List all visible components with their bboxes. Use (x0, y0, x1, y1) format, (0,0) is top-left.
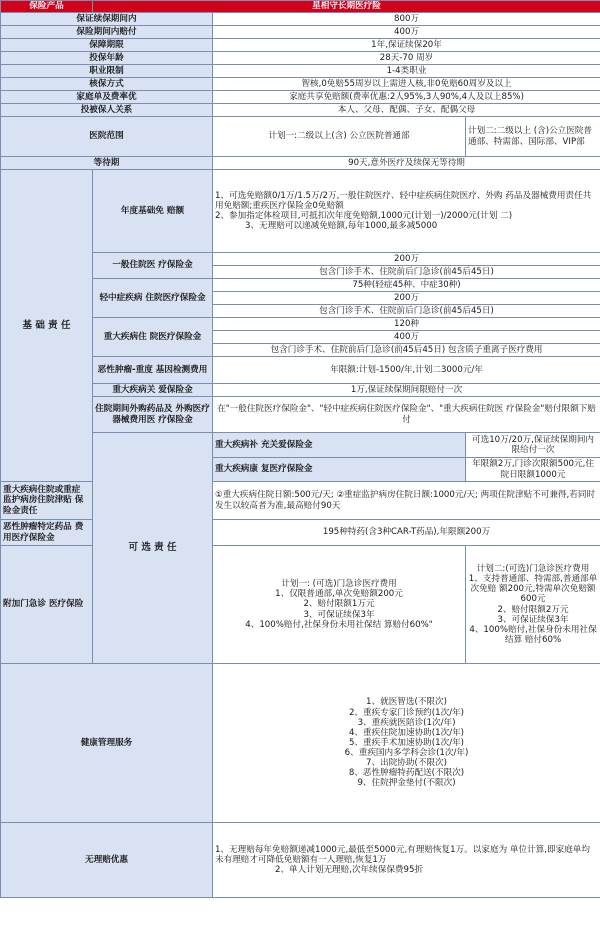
mild-kinds: 75种(轻症45种、中症30种) (213, 279, 600, 292)
critical-amount: 400万 (213, 331, 600, 344)
drugs-label: 恶性肿瘤特定药品 费用医疗保险金 (1, 520, 93, 546)
health-item: 3、重疾就医陪诊(1次/年) (357, 717, 456, 728)
ci-extra-label: 重大疾病补 充关爱保险金 (213, 433, 466, 458)
tumor-label: 恶性肿瘤-重度 基因检测费用 (93, 357, 213, 384)
deductible-label: 年度基础免 赔额 (93, 170, 213, 253)
health-item: 2、重疾专家门诊预约(1次/年) (348, 707, 465, 718)
critical-kinds: 120种 (213, 318, 600, 331)
mild-label: 轻中症疾病 住院医疗保险金 (93, 279, 213, 318)
age-label: 投保年龄 (1, 52, 213, 65)
general-desc: 包含门诊手术、住院前后门急诊(前45后45日) (213, 266, 600, 279)
care-label: 重大疾病关 爱保险金 (93, 384, 213, 397)
general-label: 一般住院医 疗保险金 (93, 253, 213, 279)
hospital-plan2: 计划二:二级以上 (含)公立医院普通部、特需部、国际部、VIP部 (466, 117, 600, 157)
term-value: 1年,保证续保20年 (213, 39, 600, 52)
occupation-label: 职业限制 (1, 65, 213, 78)
deductible-line-1: 1、可选免赔额0/1万/1.5万/2万,一般住院医疗、轻中症疾病住院医疗、外购 药品及器械费用责任共用免赔额;重疾医疗保险金0免赔额 (215, 190, 592, 211)
tumor-value: 年限额:计划-1500/年,计划二3000元/年 (213, 357, 600, 384)
payout-value: 400万 (213, 26, 600, 39)
insured-label: 投被保人关系 (1, 104, 213, 117)
outpatient-plan1-line-2: 1、仅限普通部,单次免赔额200元 (275, 589, 403, 600)
noclaim-line-1: 1、无理赔每年免赔额递减1000元,最低至5000元,有理赔恢复1万。以家庭为 单位计算,即家庭单均未有理赔才可降低免赔额有一人理赔,恢复1万 (215, 844, 590, 865)
deductible-value (213, 170, 600, 253)
hospital-label: 医院范围 (1, 117, 213, 157)
mild-desc: 包含门诊手术、住院前后门急诊(前45后45日) (213, 305, 600, 318)
outside-value: 在"一般住院医疗保险金"、"轻中症疾病住院医疗保险金"、"重大疾病住院医 疗保险金"赔付限额下赔付 (213, 397, 600, 433)
health-items (213, 664, 600, 823)
underwriting-value: 智核,0免赔55周岁以上需进人核,非0免赔60周岁及以上 (213, 78, 600, 91)
health-item: 5、重疾手术加速协助(1次/年) (348, 737, 465, 748)
optional-category: 可 选 责 任 (93, 433, 213, 664)
family-label: 家庭单及费率优 (1, 91, 213, 104)
guaranteed-renewal-value: 800万 (213, 13, 600, 26)
mild-amount: 200万 (213, 292, 600, 305)
deductible-line-3: 3、无理赔可以递减免赔额,每年1000,最多减5000 (245, 221, 438, 232)
rehab-label: 重大疾病康 复医疗保险金 (213, 458, 466, 482)
critical-desc: 包含门诊手术、住院前后门急诊(前45后45日) 包含质子重离子医疗费用 (213, 344, 600, 357)
outpatient-plan2-line-3: 2、赔付限额2万元 (497, 604, 569, 615)
basic-category: 基 础 责 任 (1, 170, 93, 482)
outpatient-plan2-line-1: 计划二:(可选)门急诊医疗费用 (476, 563, 590, 574)
insured-value: 本人、父母、配偶、子女、配偶父母 (213, 104, 600, 117)
outpatient-plan1-line-4: 3、可保证续保3年 (303, 609, 375, 620)
family-value: 家庭共享免赔额(费率优惠:2人95%,3人90%,4人及以上85%) (213, 91, 600, 104)
health-item: 1、就医智选(不限次) (366, 697, 447, 708)
deductible-line-2: 2、参加指定体检项目,可抵扣次年度免赔额,1000元(计划一)/2000元(计划 二) (215, 211, 513, 221)
general-amount: 200万 (213, 253, 600, 266)
outpatient-plan2-line-4: 3、可保证续保3年 (497, 614, 569, 625)
health-item: 4、重疾住院加速协助(1次/年) (348, 727, 465, 738)
rehab-value: 年限额2万,门诊次限额500元,住院日限额1000元 (466, 458, 600, 482)
health-item: 6、重疾国内多学科会诊(1次/年) (344, 748, 469, 759)
allowance-label: 重大疾病住院或重症 监护病房住院津贴 保险金责任 (1, 482, 93, 520)
allowance-value: ①重大疾病住院日额:500元/天; ②重症监护病房住院日额:1000元/天; 两项住院津贴不可兼得,若同时发生以较高者为准,最高赔付90天 (213, 482, 600, 520)
underwriting-label: 核保方式 (1, 78, 213, 91)
product-name: 星相守长期医疗险 (93, 1, 600, 13)
guaranteed-renewal-label: 保证续保期间内 (1, 13, 213, 26)
noclaim-value (213, 823, 600, 898)
drugs-value: 195种特药(含3种CAR-T药品),年限额200万 (213, 520, 600, 546)
noclaim-line-2: 2、单人计划无理赔,次年续保保费95折 (275, 865, 424, 876)
waiting-value: 90天,意外医疗及续保无等待期 (213, 157, 600, 170)
ci-extra-value: 可选10万/20万,保证续保期间内限给付一次 (466, 433, 600, 458)
outpatient-plan1-line-3: 2、赔付限额1万元 (303, 599, 375, 610)
outpatient-plan2-line-2: 1、支持普通部、特需部,普通部单次免赔 额200元,特需单次免赔额600元 (468, 574, 598, 605)
waiting-label: 等待期 (1, 157, 213, 170)
outside-label: 住院期间外购药品及 外购医疗器械费用医 疗保险金 (93, 397, 213, 433)
hospital-plan1: 计划一:二级以上(含) 公立医院普通部 (213, 117, 466, 157)
outpatient-plan2 (466, 546, 600, 664)
outpatient-plan1-line-1: 计划一: (可选)门急诊医疗费用 (281, 579, 397, 590)
term-label: 保障期限 (1, 39, 213, 52)
outpatient-label: 附加门急诊 医疗保险 (1, 546, 93, 664)
health-item: 8、恶性肿瘤特药配送(不限次) (348, 768, 465, 779)
health-item: 9、住院押金垫付(不限次) (357, 778, 456, 789)
outpatient-plan2-line-5: 4、100%赔付,社保身份未用社保结算 赔付60% (469, 624, 597, 645)
critical-label: 重大疾病住 院医疗保险金 (93, 318, 213, 357)
noclaim-label: 无理赔优惠 (1, 823, 213, 898)
outpatient-plan1 (213, 546, 466, 664)
occupation-value: 1-4类职业 (213, 65, 600, 78)
health-item: 7、出院协助(不限次) (366, 758, 447, 769)
age-value: 28天-70 周岁 (213, 52, 600, 65)
header-label: 保险产品 (1, 1, 93, 13)
care-value: 1万,保证续保期间限赔付一次 (213, 384, 600, 397)
outpatient-plan1-line-5: 4、100%赔付,社保身份未用社保结 算赔付60%" (245, 619, 433, 630)
payout-label: 保险期间内赔付 (1, 26, 213, 39)
health-label: 健康管理服务 (1, 664, 213, 823)
